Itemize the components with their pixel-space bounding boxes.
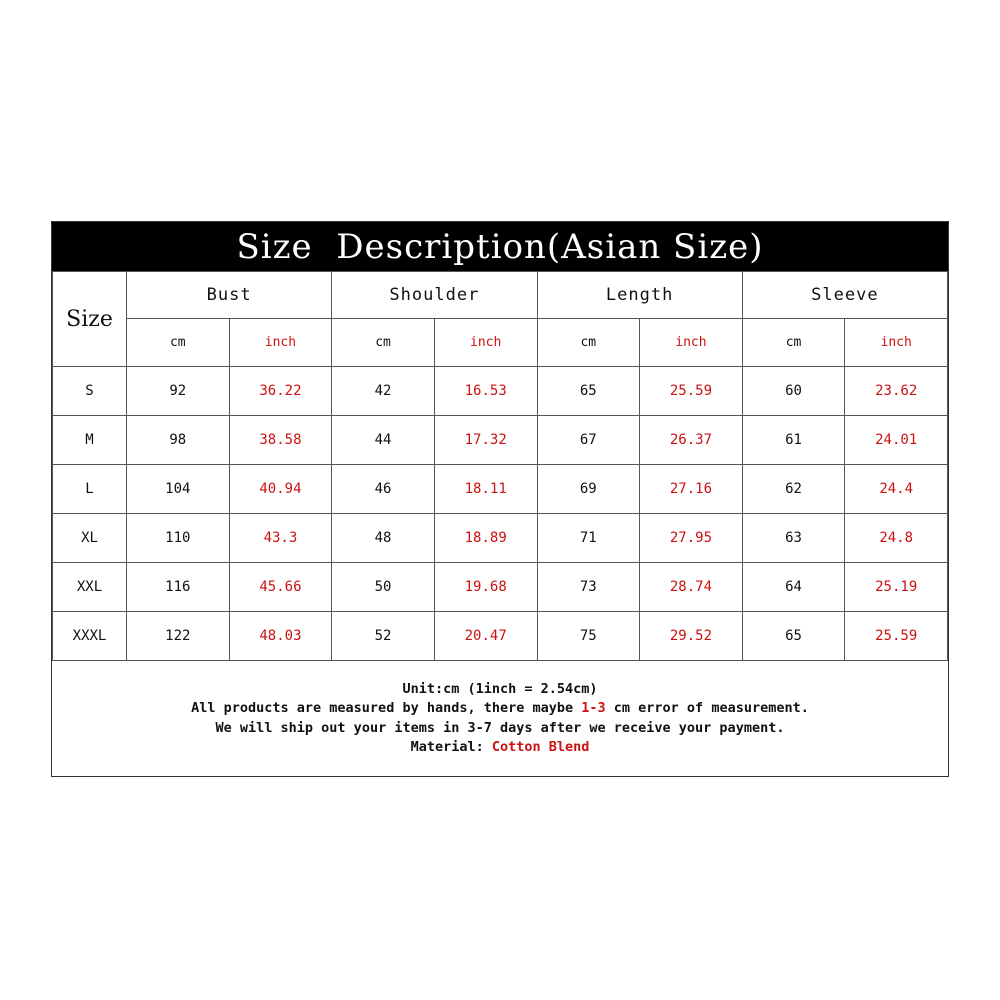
shoulder-inch: 18.11 — [434, 465, 537, 514]
unit-note: Unit:cm (1inch = 2.54cm) — [402, 680, 598, 697]
unit-inch-header: inch — [229, 319, 332, 367]
size-label: M — [53, 416, 127, 465]
length-cm: 71 — [537, 514, 640, 563]
group-header-shoulder: Shoulder — [332, 272, 537, 319]
sleeve-cm: 65 — [742, 612, 845, 661]
group-header-bust: Bust — [127, 272, 332, 319]
shoulder-cm: 46 — [332, 465, 435, 514]
length-cm: 73 — [537, 563, 640, 612]
shoulder-cm: 48 — [332, 514, 435, 563]
measurement-error-range: 1-3 — [581, 700, 606, 716]
notes-panel — [52, 660, 948, 777]
bust-cm: 110 — [127, 514, 230, 563]
material-value: Cotton Blend — [491, 739, 590, 755]
shipping-note: We will ship out your items in 3-7 days after we receive your payment. — [215, 719, 785, 736]
shoulder-cm: 44 — [332, 416, 435, 465]
bust-cm: 116 — [127, 563, 230, 612]
measurement-note — [191, 699, 809, 719]
shoulder-inch: 18.89 — [434, 514, 537, 563]
material-label: Material: — [410, 739, 492, 755]
shoulder-inch: 19.68 — [434, 563, 537, 612]
length-cm: 69 — [537, 465, 640, 514]
length-cm: 67 — [537, 416, 640, 465]
bust-cm: 104 — [127, 465, 230, 514]
length-inch: 28.74 — [640, 563, 743, 612]
table-row — [53, 416, 948, 465]
unit-cm-header: cm — [127, 319, 230, 367]
sleeve-cm: 64 — [742, 563, 845, 612]
size-column-header: Size — [53, 272, 127, 367]
size-table — [52, 271, 948, 661]
sleeve-inch: 25.59 — [845, 612, 948, 661]
bust-inch: 45.66 — [229, 563, 332, 612]
length-inch: 26.37 — [640, 416, 743, 465]
sleeve-cm: 63 — [742, 514, 845, 563]
unit-cm-header: cm — [537, 319, 640, 367]
group-header-sleeve: Sleeve — [742, 272, 947, 319]
sleeve-inch: 23.62 — [845, 367, 948, 416]
sleeve-inch: 24.4 — [845, 465, 948, 514]
shoulder-cm: 50 — [332, 563, 435, 612]
shoulder-inch: 20.47 — [434, 612, 537, 661]
length-inch: 25.59 — [640, 367, 743, 416]
sleeve-cm: 61 — [742, 416, 845, 465]
unit-inch-header: inch — [434, 319, 537, 367]
bust-inch: 36.22 — [229, 367, 332, 416]
size-label: L — [53, 465, 127, 514]
size-label: XL — [53, 514, 127, 563]
sleeve-cm: 62 — [742, 465, 845, 514]
table-row — [53, 612, 948, 661]
table-row — [53, 367, 948, 416]
unit-cm-header: cm — [742, 319, 845, 367]
length-inch: 29.52 — [640, 612, 743, 661]
bust-inch: 38.58 — [229, 416, 332, 465]
size-label: XXXL — [53, 612, 127, 661]
group-header-length: Length — [537, 272, 742, 319]
size-label: XXL — [53, 563, 127, 612]
sleeve-cm: 60 — [742, 367, 845, 416]
table-row — [53, 563, 948, 612]
bust-cm: 92 — [127, 367, 230, 416]
shoulder-inch: 16.53 — [434, 367, 537, 416]
material-note — [411, 738, 590, 758]
bust-inch: 48.03 — [229, 612, 332, 661]
chart-title: Size Description(Asian Size) — [52, 222, 948, 271]
length-cm: 65 — [537, 367, 640, 416]
table-row — [53, 465, 948, 514]
sleeve-inch: 24.01 — [845, 416, 948, 465]
shoulder-cm: 42 — [332, 367, 435, 416]
sleeve-inch: 25.19 — [845, 563, 948, 612]
measurement-note-pre: All products are measured by hands, there maybe — [191, 700, 582, 716]
table-row — [53, 514, 948, 563]
size-label: S — [53, 367, 127, 416]
length-cm: 75 — [537, 612, 640, 661]
unit-cm-header: cm — [332, 319, 435, 367]
bust-inch: 43.3 — [229, 514, 332, 563]
unit-inch-header: inch — [845, 319, 948, 367]
unit-inch-header: inch — [640, 319, 743, 367]
bust-inch: 40.94 — [229, 465, 332, 514]
length-inch: 27.95 — [640, 514, 743, 563]
shoulder-cm: 52 — [332, 612, 435, 661]
size-table-body — [53, 367, 948, 661]
length-inch: 27.16 — [640, 465, 743, 514]
measurement-note-post: cm error of measurement. — [605, 700, 809, 716]
sleeve-inch: 24.8 — [845, 514, 948, 563]
bust-cm: 122 — [127, 612, 230, 661]
size-chart — [51, 221, 949, 777]
bust-cm: 98 — [127, 416, 230, 465]
shoulder-inch: 17.32 — [434, 416, 537, 465]
